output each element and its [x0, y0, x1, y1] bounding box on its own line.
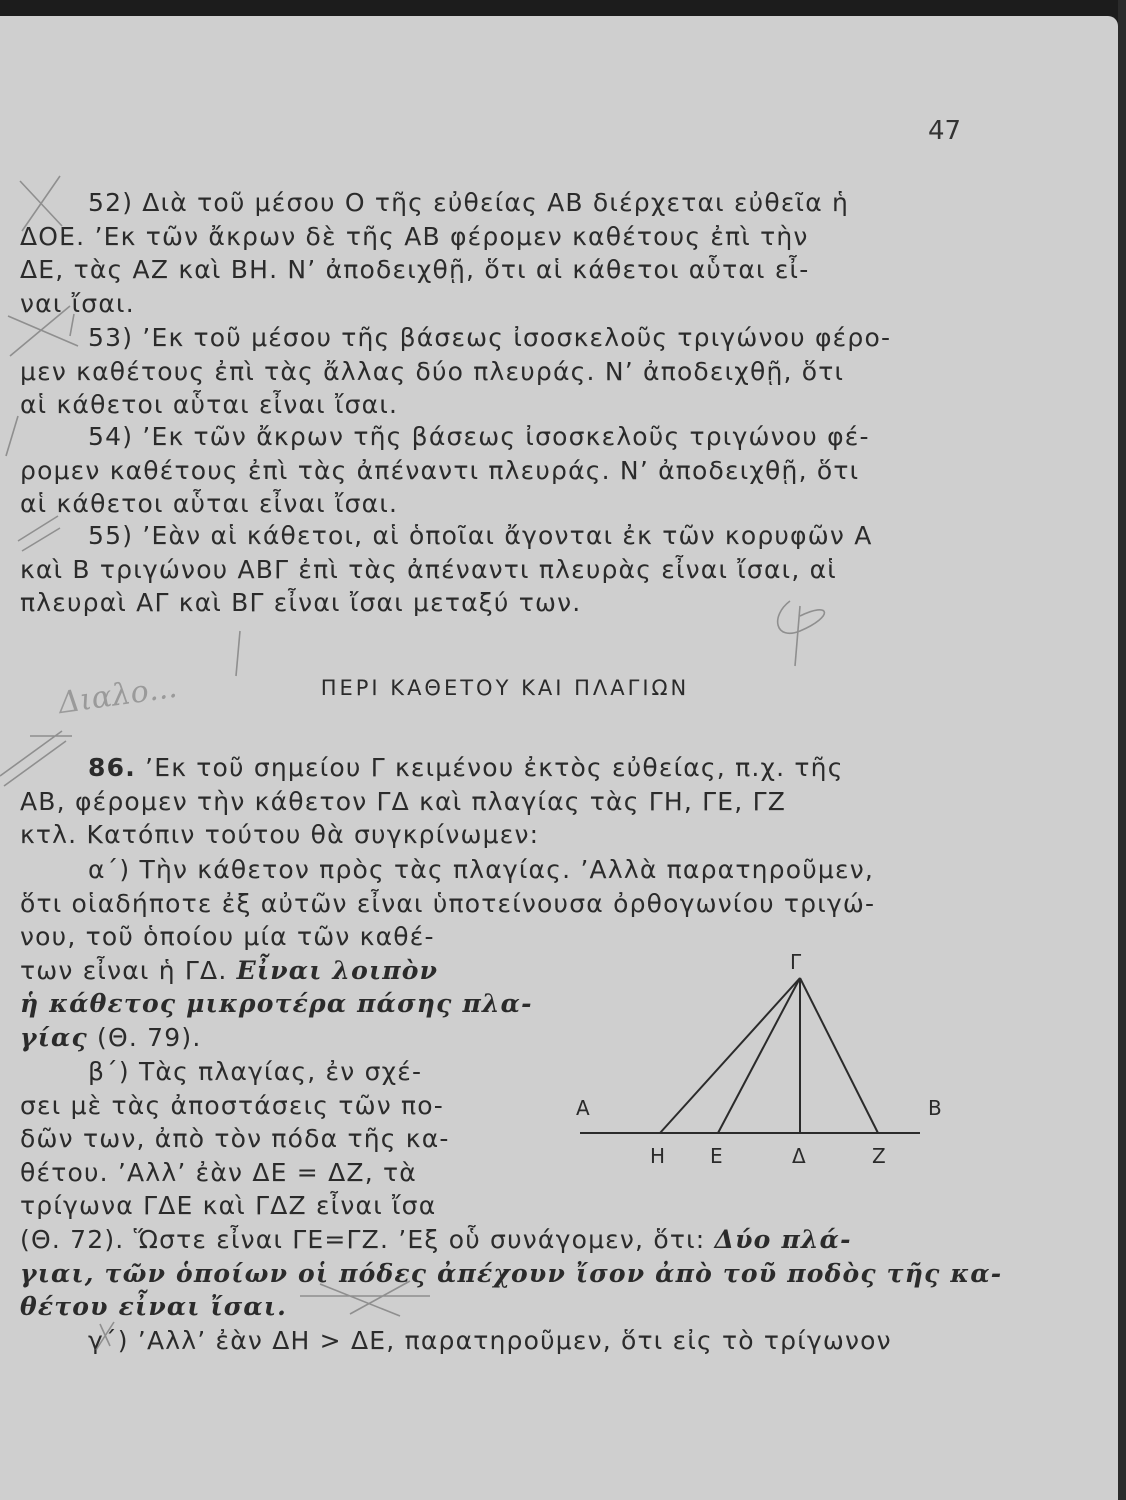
- part-b-line: θέτου. ’Αλλ’ ἐὰν ΔΕ = ΔΖ, τὰ: [20, 1157, 417, 1187]
- point-B-label: Β: [928, 1096, 942, 1120]
- part-b-bold-start: Δύο πλά-: [714, 1225, 852, 1254]
- part-a-line: α΄) Τὴν κάθετον πρὸς τὰς πλαγίας. ’Αλλὰ παρατηροῦμεν,: [88, 855, 874, 884]
- exercise-53: [20, 321, 968, 422]
- intro-line: κτλ. Κατόπιν τούτου θὰ συγκρίνωμεν:: [20, 820, 540, 849]
- foot-E-label: Ε: [710, 1144, 723, 1168]
- part-b-plain: (Θ. 72). Ὥστε εἶναι ΓΕ=ΓΖ. ’Εξ οὗ συνάγομεν, ὅτι:: [20, 1225, 706, 1254]
- section-86-first-line: [20, 751, 968, 785]
- exercise-54: [20, 420, 968, 521]
- part-a-mixed-line: [20, 954, 520, 988]
- apex-label: Γ: [790, 950, 802, 974]
- part-b-line: τρίγωνα ΓΔΕ καὶ ΓΔΖ εἶναι ἴσα: [20, 1191, 437, 1220]
- exercise-line: αἱ κάθετοι αὗται εἶναι ἴσαι.: [20, 390, 399, 419]
- exercise-line: ΔΟΕ. ’Εκ τῶν ἄκρων δὲ τῆς ΑΒ φέρομεν καθέτους ἐπὶ τὴν: [20, 221, 809, 251]
- exercise-line: 52) Διὰ τοῦ μέσου Ο τῆς εὐθείας ΑΒ διέρχεται εὐθεῖα ἡ: [88, 188, 850, 217]
- exercise-line: καὶ Β τριγώνου ΑΒΓ ἐπὶ τὰς ἀπέναντι πλευρὰς εἶναι ἴσαι, αἱ: [20, 554, 837, 584]
- part-b-bold-line: γιαι, τῶν ὁποίων οἱ πόδες ἀπέχουν ἴσον ἀπὸ τοῦ ποδὸς τῆς κα-: [20, 1258, 1003, 1288]
- exercise-line: ΔΕ, τὰς ΑΖ καὶ ΒΗ. Ν’ ἀποδειχθῇ, ὅτι αἱ κάθετοι αὗται εἶ-: [20, 255, 810, 284]
- exercise-line: 54) ’Εκ τῶν ἄκρων τῆς βάσεως ἰσοσκελοῦς τριγώνου φέ-: [88, 422, 870, 451]
- part-b-line: δῶν των, ἀπὸ τὸν πόδα τῆς κα-: [20, 1124, 450, 1153]
- part-a-narrow-line: νου, τοῦ ὁποίου μία τῶν καθέ-: [20, 922, 435, 951]
- geometry-figure: [560, 946, 980, 1186]
- section-heading: ΠΕΡΙ ΚΑΘΕΤΟΥ ΚΑΙ ΠΛΑΓΙΩΝ: [320, 676, 690, 700]
- point-A-label: Α: [576, 1096, 590, 1120]
- part-a-full: [20, 853, 968, 920]
- part-b-bold-line: θέτου εἶναι ἴσαι.: [20, 1292, 288, 1321]
- part-b-line: β΄) Τὰς πλαγίας, ἐν σχέ-: [88, 1057, 423, 1086]
- foot-Z-label: Ζ: [872, 1144, 886, 1168]
- part-c-line: γ΄) ’Αλλ’ ἐὰν ΔΗ > ΔΕ, παρατηροῦμεν, ὅτι εἰς τὸ τρίγωνον: [88, 1325, 892, 1355]
- section-86-intro-text: ’Εκ τοῦ σημείου Γ κειμένου ἐκτὸς εὐθείας, π.χ. τῆς: [145, 753, 844, 782]
- exercise-52: [20, 186, 968, 320]
- part-a-bold: Εἶναι λοιπὸν: [236, 955, 439, 985]
- exercise-line: 53) ’Εκ τοῦ μέσου τῆς βάσεως ἰσοσκελοῦς τριγώνου φέρο-: [88, 323, 892, 352]
- page-number: 47: [928, 116, 962, 146]
- part-b-line: σει μὲ τὰς ἀποστάσεις τῶν πο-: [20, 1090, 444, 1120]
- figure-svg: [560, 946, 980, 1186]
- part-a-plain: των εἶναι ἡ ΓΔ.: [20, 955, 228, 985]
- oblique-GZ: [800, 978, 878, 1133]
- exercise-line: ναι ἴσαι.: [20, 288, 135, 318]
- part-a-last-plain: (Θ. 79).: [97, 1022, 202, 1052]
- part-a-last-line: [20, 1021, 520, 1055]
- foot-D-label: Δ: [792, 1144, 806, 1168]
- exercise-line: αἱ κάθετοι αὗται εἶναι ἴσαι.: [20, 489, 399, 518]
- book-page: [0, 16, 1118, 1500]
- exercise-line: μεν καθέτους ἐπὶ τὰς ἄλλας δύο πλευράς. Ν’ ἀποδειχθῇ, ὅτι: [20, 356, 845, 386]
- section-number: 86.: [88, 753, 136, 782]
- part-a-last-bold: γίας: [20, 1022, 88, 1052]
- margin-handwritten-note: Διαλο...: [56, 669, 180, 722]
- exercise-line: ρομεν καθέτους ἐπὶ τὰς ἀπέναντι πλευράς. Ν’ ἀποδειχθῇ, ὅτι: [20, 455, 860, 485]
- exercise-line: 55) ’Εὰν αἱ κάθετοι, αἱ ὁποῖαι ἄγονται ἐκ τῶν κορυφῶν Α: [88, 521, 873, 550]
- page-edge: [1118, 0, 1126, 1500]
- foot-H-label: Η: [650, 1144, 666, 1168]
- part-a-narrow: [20, 920, 533, 1054]
- margin-tick-heading: [236, 631, 240, 676]
- part-b-mixed-line: [20, 1223, 968, 1257]
- exercise-line: πλευραὶ ΑΓ καὶ ΒΓ εἶναι ἴσαι μεταξύ των.: [20, 588, 582, 617]
- part-a-line: ὅτι οἱαδήποτε ἐξ αὐτῶν εἶναι ὑποτείνουσα ὀρθογωνίου τριγώ-: [20, 888, 876, 918]
- exercise-55: [20, 519, 968, 620]
- margin-mark-54: [6, 416, 18, 456]
- part-b-full: [20, 1223, 1003, 1357]
- part-a-bold-line: ἡ κάθετος μικροτέρα πάσης πλα-: [20, 989, 533, 1018]
- intro-line: ΑΒ, φέρομεν τὴν κάθετον ΓΔ καὶ πλαγίας τὰς ΓΗ, ΓΕ, ΓΖ: [20, 786, 787, 816]
- part-b-narrow: [20, 1055, 520, 1223]
- section-86-intro: [20, 751, 968, 852]
